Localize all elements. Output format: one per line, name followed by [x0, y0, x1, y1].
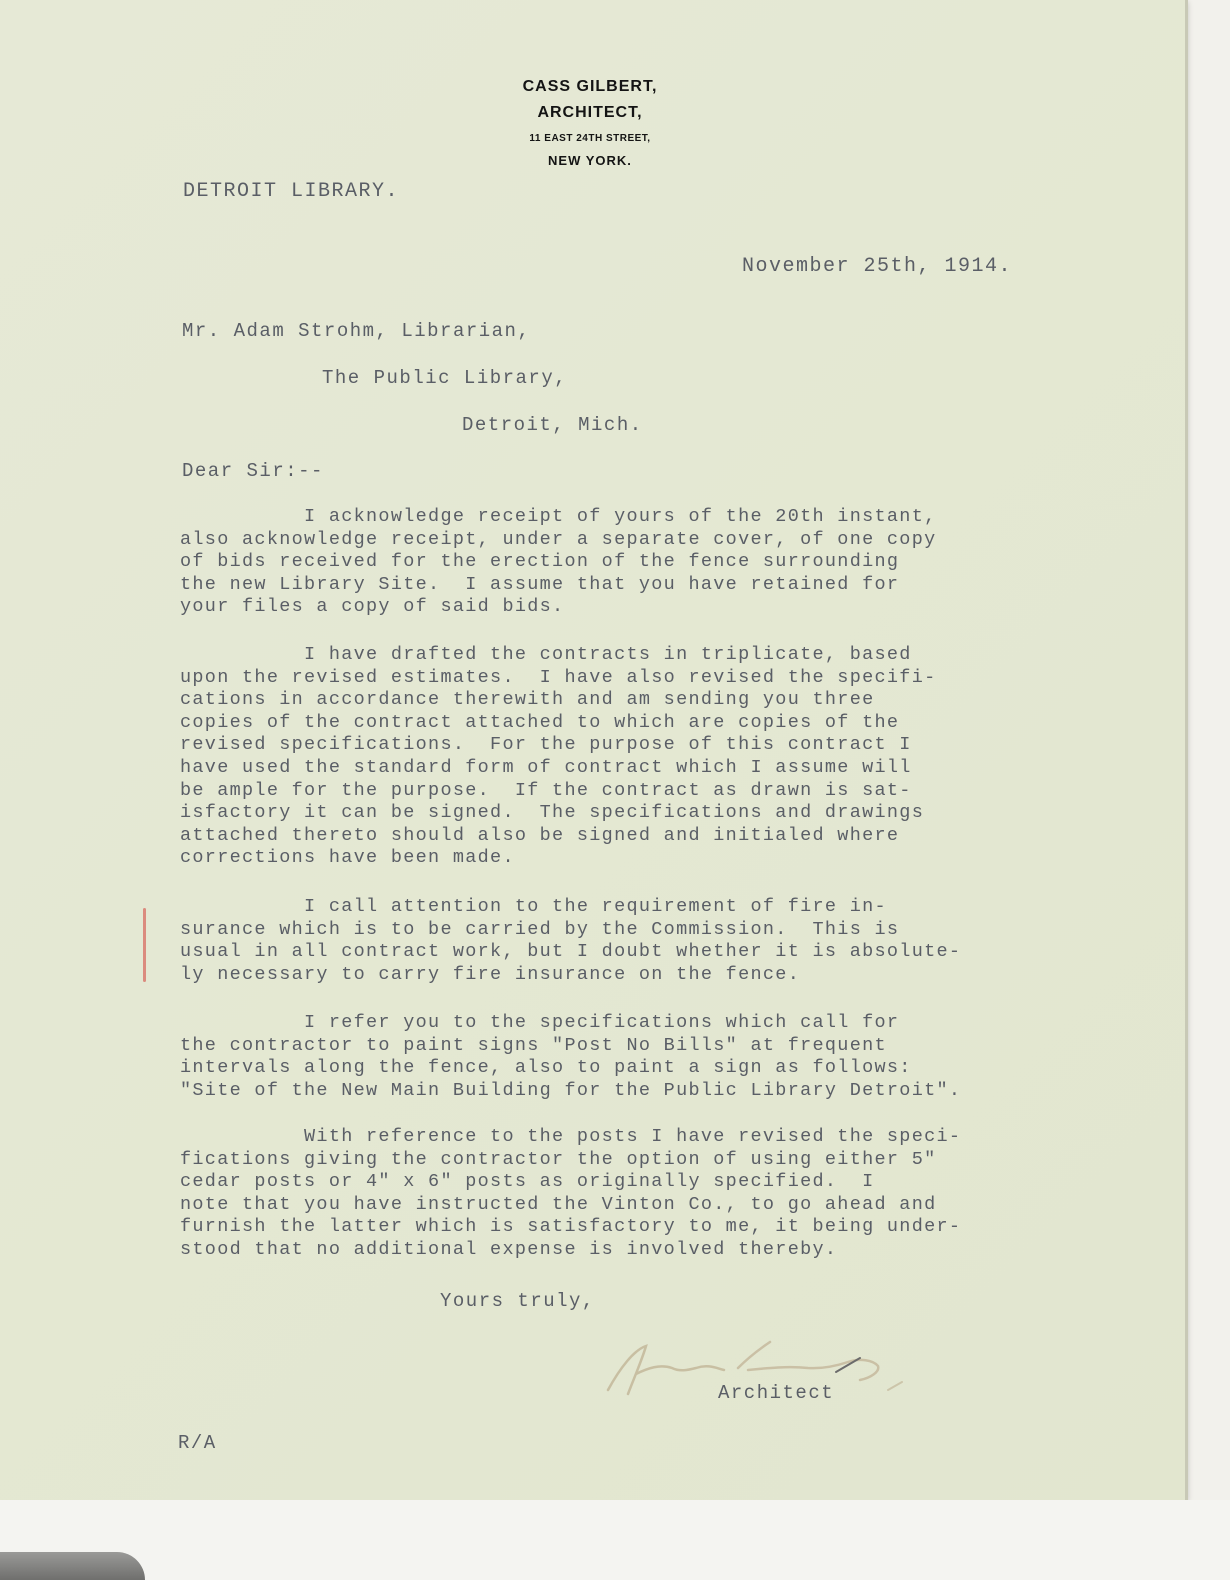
letterhead-city: NEW YORK.: [548, 153, 632, 168]
scan-background: [0, 1500, 1230, 1580]
recipient-line-3: Detroit, Mich.: [462, 414, 643, 436]
file-heading: DETROIT LIBRARY.: [183, 180, 400, 203]
salutation: Dear Sir:--: [182, 460, 324, 482]
red-margin-mark: [143, 908, 146, 982]
letterhead-name: CASS GILBERT,: [522, 78, 658, 95]
recipient-line-1: Mr. Adam Strohm, Librarian,: [182, 320, 531, 342]
scanner-clip: [0, 1552, 145, 1580]
letterhead-title: ARCHITECT,: [537, 104, 643, 121]
letterhead-address: 11 EAST 24TH STREET,: [529, 133, 651, 144]
typist-initials: R/A: [178, 1432, 217, 1454]
letter-date: November 25th, 1914.: [742, 255, 1013, 278]
recipient-line-2: The Public Library,: [322, 367, 568, 389]
body-paragraph-5: With reference to the posts I have revised the speci- fications giving the contractor the option of using either 5" cedar posts or 4" x 6" posts as originally specified. I note that you have instructed the Vinton Co., to go ahead and furnish the latter which is satisfactory to me, it being under- stood that no additional expense is involved thereby.: [180, 1126, 962, 1260]
body-paragraph-2: I have drafted the contracts in triplicate, based upon the revised estimates. I have also revised the specifi- cations in accordance therewith and am sending you three copies of the contract attached to which are copies of the revised specifications. For the purpose of this contract I have used the standard form of contract which I assume will be ample for the purpose. If the contract as drawn is sat- isfactory it can be signed. The specifications and drawings attached thereto should also be signed and initialed where corrections have been made.: [180, 644, 937, 869]
body-paragraph-1: I acknowledge receipt of yours of the 20th instant, also acknowledge receipt, under a separate cover, of one copy of bids received for the erection of the fence surrounding the new Library Site. I assume that you have retained for your files a copy of said bids.: [180, 506, 937, 618]
closing: Yours truly,: [440, 1290, 595, 1312]
body-paragraph-4: I refer you to the specifications which call for the contractor to paint signs "Post No Bills" at frequent intervals along the fence, also to paint a sign as follows: "Site of the New Main Building for the Public Library Detroit".: [180, 1012, 962, 1101]
letterhead: [440, 74, 740, 172]
body-paragraph-3: I call attention to the requirement of fire in- surance which is to be carried by the Commission. This is usual in all contract work, but I doubt whether it is absolute- ly necessary to carry fire insurance on the fence.: [180, 896, 962, 985]
signer-title: Architect: [718, 1382, 835, 1404]
paper-edge: [1185, 0, 1188, 1500]
